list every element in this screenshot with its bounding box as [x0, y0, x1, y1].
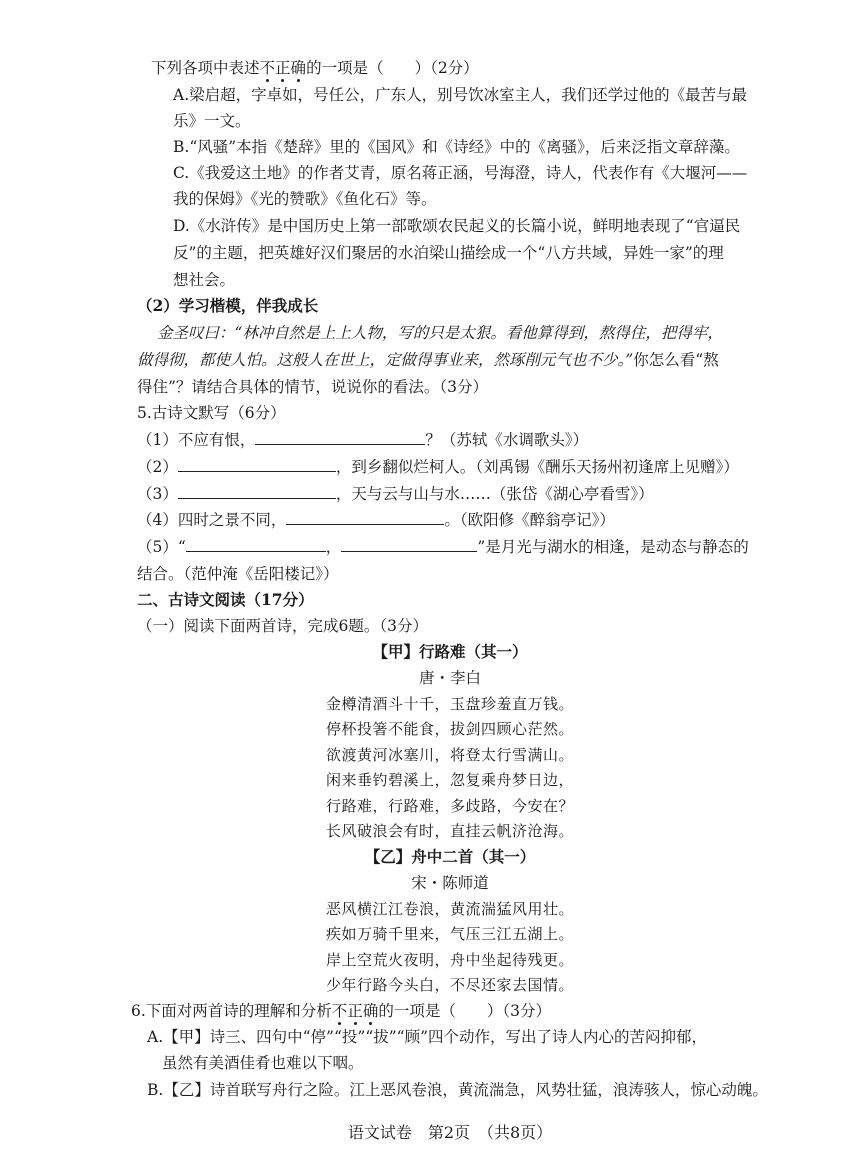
poem-b-line: 少年行路今头白，不尽还家去国情。: [325, 976, 574, 994]
page-footer: 语文试卷 第2页 （共8页）: [347, 1123, 553, 1142]
poem-a-line: 行路难，行路难，多歧路，今安在？: [325, 797, 574, 815]
poem-a-line: 金樽清酒斗十千，玉盘珍羞直万钱。: [325, 695, 574, 713]
poem-b-line: 恶风横江江卷浪，黄流湍猛风用壮。: [325, 900, 574, 918]
q5-item-2: （2） ，到乡翻似烂柯人。（刘禹锡《酬乐天扬州初逢席上见赠》）: [137, 458, 739, 476]
q5-answer-blank-2[interactable]: [178, 457, 336, 472]
poem-a-author: 唐・李白: [418, 669, 481, 687]
q6-emph: 不正确: [331, 1002, 379, 1020]
poem-a-line: 闲来垂钓碧溪上，忽复乘舟梦日边，: [325, 771, 574, 789]
q4-2-quote-line1: 金圣叹曰：“林冲自然是上上人物，写的只是太狠。看他算得到，熬得住，把得牢，: [157, 324, 723, 342]
q6-option-b: B.【乙】诗首联写舟行之险。江上恶风卷浪，黄流湍急，风势壮猛，浪涛骇人，惊心动魄。: [147, 1081, 768, 1099]
poem-b-author: 宋・陈师道: [411, 874, 489, 892]
poem-b-line: 岸上空荒火夜明，舟中坐起待残更。: [325, 951, 574, 969]
q4-1-option-c-line2: 我的保姆》《光的赞歌》《鱼化石》等。: [173, 190, 437, 208]
q5-answer-blank-5b[interactable]: [341, 537, 477, 552]
q4-2-prompt: 得住”？请结合具体的情节，说说你的看法。（3分）: [137, 378, 489, 396]
section-2-subheading: （一）阅读下面两首诗，完成6题。（3分）: [137, 617, 428, 635]
q4-2-heading: （2）学习楷模，伴我成长: [137, 296, 319, 315]
poem-a-line: 欲渡黄河冰塞川，将登太行雪满山。: [325, 746, 574, 764]
q6-stem: 6.下面对两首诗的理解和分析不正确的一项是（ ）（3分）: [131, 1002, 551, 1020]
poem-a-line: 停杯投箸不能食，拔剑四顾心茫然。: [325, 720, 574, 738]
section-2-heading: 二、古诗文阅读（17分）: [137, 590, 314, 609]
q4-1-option-c-line1: C.《我爱这土地》的作者艾青，原名蒋正涵，号海澄，诗人，代表作有《大堰河——: [173, 164, 748, 182]
poem-b-line: 疾如万骑千里来，气压三江五湖上。: [325, 925, 574, 943]
q4-2-quote-line2: 做得彻，都使人怕。这般人在世上，定做得事业来，然琢削元气也不少。”你怎么看“熬: [137, 351, 719, 369]
q4-1-emph: 不正确: [259, 59, 307, 77]
q4-1-stem: 下列各项中表述不正确的一项是（ ）（2分）: [151, 59, 479, 77]
q5-item-3: （3） ，天与云与山与水……（张岱《湖心亭看雪》）: [137, 485, 654, 503]
q4-1-option-a-line2: 乐》一文。: [173, 112, 251, 130]
q5-item-1: （1）不应有恨， ？（苏轼《水调歌头》）: [137, 431, 589, 449]
q4-1-option-d-line1: D.《水浒传》是中国历史上第一部歌颂农民起义的长篇小说，鲜明地表现了“官逼民: [173, 217, 741, 235]
q5-answer-blank-3[interactable]: [178, 484, 336, 499]
q5-item-5: （5）“ ， ”是月光与湖水的相逢，是动态与静态的: [137, 538, 749, 556]
q5-answer-blank-1[interactable]: [255, 430, 425, 445]
q4-1-option-b: B.“风骚”本指《楚辞》里的《国风》和《诗经》中的《离骚》，后来泛指文章辞藻。: [173, 138, 740, 156]
q5-answer-blank-5a[interactable]: [186, 537, 326, 552]
q6-option-a-line1: A.【甲】诗三、四句中“停”“投”“拔”“顾”四个动作，写出了诗人内心的苦闷抑郁，: [147, 1028, 708, 1046]
q5-item-5-continued: 结合。（范仲淹《岳阳楼记》）: [137, 565, 339, 583]
q4-1-option-d-line2: 反”的主题，把英雄好汉们聚居的水泊梁山描绘成一个“八方共域，异姓一家”的理: [173, 244, 724, 262]
q6-option-a-line2: 虽然有美酒佳肴也难以下咽。: [162, 1054, 364, 1072]
q4-1-option-a-line1: A.梁启超，字卓如，号任公，广东人，别号饮冰室主人，我们还学过他的《最苦与最: [173, 86, 748, 104]
q5-heading: 5.古诗文默写（6分）: [137, 404, 286, 422]
q5-item-4: （4）四时之景不同， 。（欧阳修《醉翁亭记》）: [137, 511, 615, 529]
q5-answer-blank-4[interactable]: [286, 510, 444, 525]
poem-a-line: 长风破浪会有时，直挂云帆济沧海。: [325, 822, 574, 840]
poem-a-title: 【甲】行路难（其一）: [372, 642, 528, 661]
poem-b-title: 【乙】舟中二首（其一）: [364, 847, 536, 866]
q4-1-option-d-line3: 想社会。: [173, 271, 236, 289]
